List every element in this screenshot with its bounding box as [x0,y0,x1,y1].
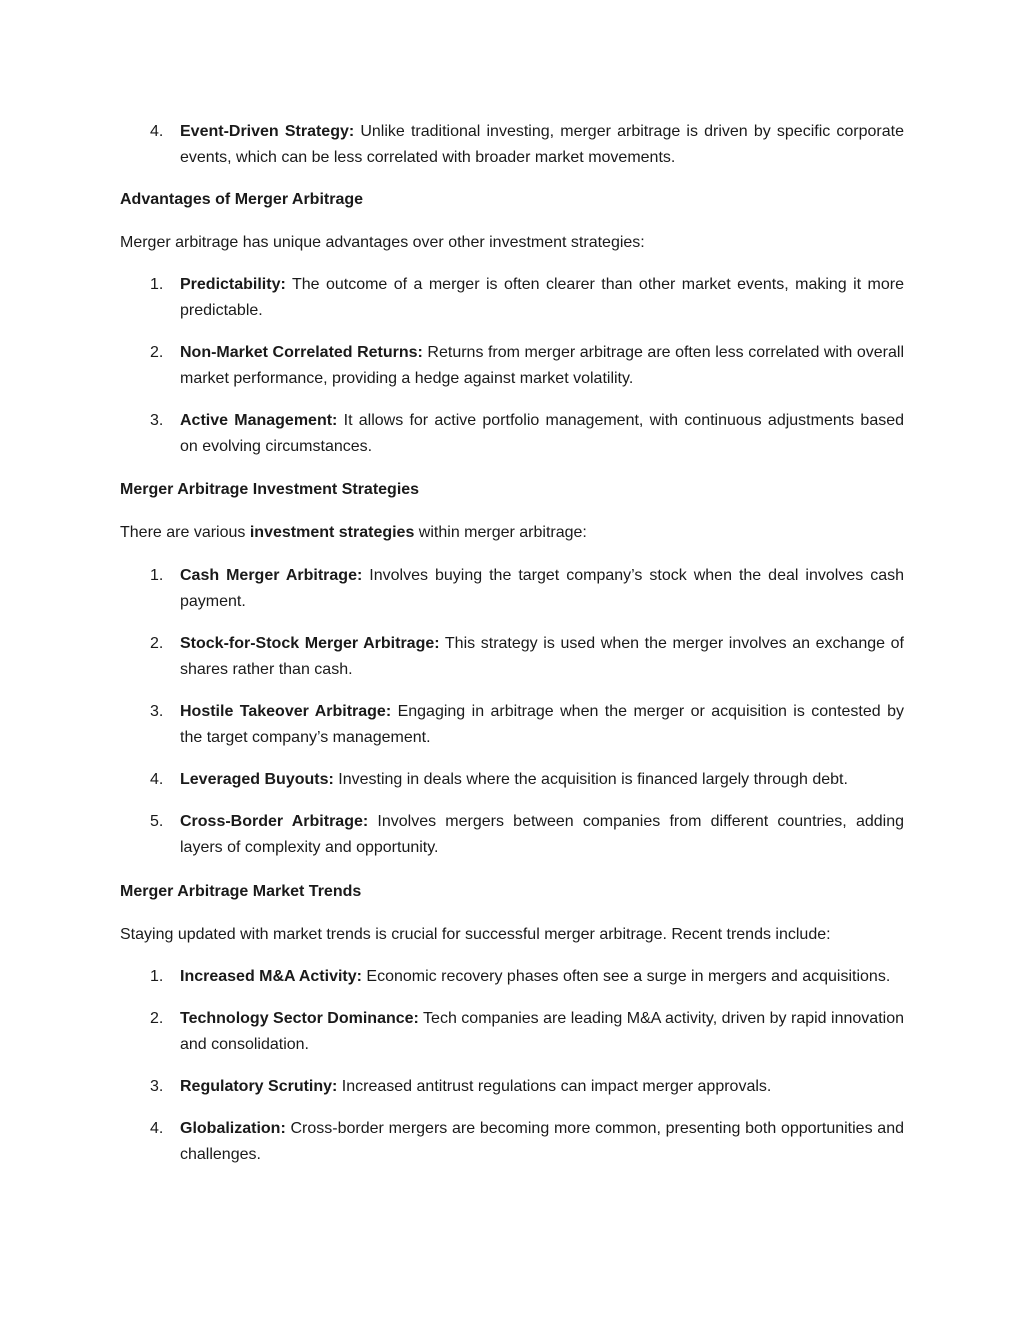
list-item-text: Cross-border mergers are becoming more common, presenting both opportunities and challenges. [180,1120,904,1163]
list-item [150,631,904,683]
intro-bold-text: investment strategies [249,524,415,541]
list-number: 4. [150,123,164,140]
list-item-label: Stock-for-Stock Merger Arbitrage: [180,635,440,652]
list-item-text: This strategy is used when the merger involves an exchange of shares rather than cash. [180,635,904,678]
list-number: 2. [150,344,164,361]
list-item-label: Increased M&A Activity: [180,968,362,985]
list-item [150,809,904,861]
list-item-label: Technology Sector Dominance: [180,1010,419,1027]
section-intro-trends: Staying updated with market trends is crucial for successful merger arbitrage. Recent trends include: [120,926,831,943]
list-item-label: Non-Market Correlated Returns: [180,344,423,361]
list-item [150,272,904,324]
list-item-text: Increased antitrust regulations can impact merger approvals. [337,1078,772,1095]
list-number: 4. [150,771,164,788]
list-item-text: The outcome of a merger is often clearer than other market events, making it more predictable. [180,276,904,319]
trends-list [150,964,904,1184]
list-number: 5. [150,813,164,830]
list-item-label: Active Management: [180,412,338,429]
list-number: 3. [150,1078,164,1095]
section-heading-trends: Merger Arbitrage Market Trends [120,883,362,900]
section-heading-strategies: Merger Arbitrage Investment Strategies [120,481,420,498]
list-number: 3. [150,703,164,720]
list-item-text: Returns from merger arbitrage are often less correlated with overall market performance, providing a hedge against market volatility. [180,344,905,387]
list-item [150,1074,904,1100]
list-item-label: Hostile Takeover Arbitrage: [180,703,392,720]
list-item-text: It allows for active portfolio management, with continuous adjustments based on evolving circumstances. [180,412,905,455]
list-number: 2. [150,635,164,652]
list-number: 1. [150,968,164,985]
list-item-text: Involves buying the target company’s stock when the deal involves cash payment. [180,567,904,610]
list-item [150,699,904,751]
list-item [150,408,904,460]
list-number: 3. [150,412,164,429]
list-item [150,767,904,793]
event-strategy-list [150,119,904,187]
list-item-label: Cash Merger Arbitrage: [180,567,363,584]
list-item [150,1116,904,1168]
list-item [150,1006,904,1058]
list-item-label: Regulatory Scrutiny: [180,1078,338,1095]
section-intro-strategies [120,520,904,546]
list-item-label: Leveraged Buyouts: [180,771,334,788]
intro-text: There are various [120,524,250,541]
list-item-text: Involves mergers between companies from different countries, adding layers of complexity and opportunity. [180,813,905,856]
list-item-label: Event-Driven Strategy: [180,123,355,140]
list-item-label: Globalization: [180,1120,286,1137]
strategies-list [150,563,904,877]
list-item [150,119,904,171]
list-number: 1. [150,567,164,584]
list-item-label: Cross-Border Arbitrage: [180,813,369,830]
advantages-list [150,272,904,476]
list-item-text: Unlike traditional investing, merger arbitrage is driven by specific corporate events, which can be less correlated with broader market movements. [180,123,904,166]
section-intro-advantages: Merger arbitrage has unique advantages over other investment strategies: [120,234,645,251]
list-item-text: Engaging in arbitrage when the merger or acquisition is contested by the target company’s management. [180,703,905,746]
intro-text: within merger arbitrage: [414,524,587,541]
list-number: 4. [150,1120,164,1137]
list-item-text: Economic recovery phases often see a surge in mergers and acquisitions. [361,968,891,985]
list-number: 2. [150,1010,164,1027]
list-item [150,964,904,990]
list-item-text: Tech companies are leading M&A activity, driven by rapid innovation and consolidation. [180,1010,904,1053]
list-item-label: Predictability: [180,276,286,293]
list-item-text: Investing in deals where the acquisition is financed largely through debt. [333,771,848,788]
list-item [150,340,904,392]
list-item [150,563,904,615]
section-heading-advantages: Advantages of Merger Arbitrage [120,191,364,208]
list-number: 1. [150,276,164,293]
